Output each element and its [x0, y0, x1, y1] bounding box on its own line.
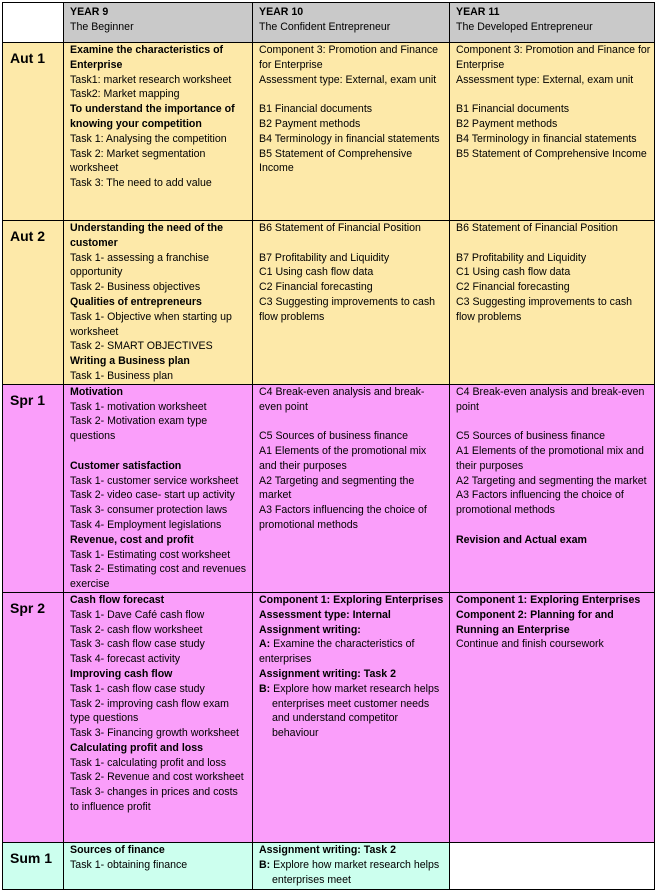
year10-name: The Confident Entrepreneur [259, 20, 391, 33]
cell-line: C5 Sources of business finance [456, 430, 605, 443]
cell-line: Task 2- Revenue and cost worksheet [70, 771, 244, 784]
header-year9 [64, 3, 253, 43]
term-label-aut2: Aut 2 [3, 221, 64, 385]
cell-line: C3 Suggesting improvements to cash flow problems [456, 295, 633, 323]
cell-line: B7 Profitability and Liquidity [259, 251, 390, 264]
cell-line [456, 87, 651, 102]
cell-line: Assessment type: External, exam unit [456, 73, 634, 86]
cell-line: Task 2- improving cash flow exam type questions [70, 697, 229, 725]
header-row [3, 3, 655, 43]
cell-line: B5 Statement of Comprehensive Income [456, 147, 647, 160]
cell-line: Task 2- cash flow worksheet [70, 623, 203, 636]
header-corner [3, 3, 64, 43]
cell-line: Task 1- calculating profit and loss [70, 756, 227, 769]
cell-line: Task 1- motivation worksheet [70, 400, 207, 413]
line-text: Examine the characteristics of enterprises [259, 638, 415, 666]
cell-line: C5 Sources of business finance [259, 430, 408, 443]
cell-line: Motivation [70, 385, 123, 398]
cell-line: Qualities of entrepreneurs [70, 295, 202, 308]
cell-line: Component 3: Promotion and Finance for Enterprise [456, 44, 651, 71]
row-sum1 [3, 842, 655, 889]
cell-line: Assignment writing: Task 2 [259, 843, 396, 856]
line-prefix: B: [259, 682, 271, 695]
year11-label: YEAR 11 [456, 6, 500, 18]
cell-line: Component 1: Exploring Enterprises [456, 593, 641, 606]
cell-aut1-year10 [253, 43, 450, 221]
cell-line: Task 2- Motivation exam type questions [70, 415, 208, 443]
cell-line: Task2: Market mapping [70, 88, 180, 101]
year10-label: YEAR 10 [259, 6, 304, 18]
cell-line: Sources of finance [70, 843, 165, 856]
cell-line: Revision and Actual exam [456, 533, 587, 546]
curriculum-table [2, 2, 655, 890]
cell-sum1-year10 [253, 842, 450, 889]
cell-line: Component 2: Planning for and Running an Enterprise [456, 608, 614, 636]
cell-line [259, 858, 446, 888]
cell-line: B1 Financial documents [259, 103, 373, 116]
cell-line: Task 3- cash flow case study [70, 638, 205, 651]
cell-line: Task 1- Dave Café cash flow [70, 608, 205, 621]
term-label-spr1: Spr 1 [3, 384, 64, 592]
row-spr2 [3, 592, 655, 842]
cell-line: A2 Targeting and segmenting the market [259, 474, 415, 502]
cell-line: Task 2- video case- start up activity [70, 489, 235, 502]
line-text: Explore how market research helps enterprises meet customer needs and understand competitor behaviour [270, 682, 440, 740]
cell-line: Assignment writing: Task 2 [259, 667, 396, 680]
cell-line: Revenue, cost and profit [70, 533, 194, 546]
year9-name: The Beginner [70, 20, 134, 33]
cell-line: Task 1: Analysing the competition [70, 132, 227, 145]
cell-line: A1 Elements of the promotional mix and their purposes [259, 444, 427, 472]
cell-line [259, 87, 446, 102]
cell-aut2-year9 [64, 221, 253, 385]
cell-line: Assignment writing: [259, 623, 361, 636]
year9-label: YEAR 9 [70, 6, 109, 18]
cell-line: Writing a Business plan [70, 355, 190, 368]
cell-spr2-year10 [253, 592, 450, 842]
cell-line: Task 2- Business objectives [70, 281, 201, 294]
cell-line: B5 Statement of Comprehensive Income [259, 147, 413, 175]
line-prefix: B: [259, 858, 271, 871]
cell-spr1-year11 [450, 384, 655, 592]
cell-line: Task 1- obtaining finance [70, 858, 188, 871]
cell-line: To understand the importance of knowing your competition [70, 103, 235, 130]
cell-line: Continue and finish coursework [456, 638, 604, 651]
cell-line: Customer satisfaction [70, 459, 182, 472]
cell-line: C3 Suggesting improvements to cash flow problems [259, 295, 436, 323]
cell-line: C1 Using cash flow data [259, 266, 374, 279]
line-text: Explore how market research helps enterprises meet [270, 858, 440, 886]
cell-line: Calculating profit and loss [70, 741, 204, 754]
cell-line: Component 3: Promotion and Finance for Enterprise [259, 44, 439, 71]
cell-line [259, 637, 446, 667]
cell-line: Task 2- SMART OBJECTIVES [70, 340, 213, 353]
cell-line: Task1: market research worksheet [70, 73, 232, 86]
cell-line [456, 236, 651, 251]
cell-sum1-year11 [450, 842, 655, 889]
cell-line: B4 Terminology in financial statements [456, 132, 637, 145]
cell-line: Task 1- customer service worksheet [70, 474, 239, 487]
cell-line [456, 518, 651, 533]
row-spr1 [3, 384, 655, 592]
cell-line: Task 1- Estimating cost worksheet [70, 548, 231, 561]
cell-sum1-year9 [64, 842, 253, 889]
cell-line: Task 2- Estimating cost and revenues exercise [70, 563, 247, 591]
cell-line: Task 2: Market segmentation worksheet [70, 147, 206, 175]
cell-line: C4 Break-even analysis and break-even point [456, 385, 645, 413]
cell-line: Cash flow forecast [70, 593, 165, 606]
cell-line: Task 1- Objective when starting up worksheet [70, 310, 232, 338]
cell-line: A3 Factors influencing the choice of promotional methods [259, 504, 427, 531]
cell-line: Task 1- assessing a franchise opportunity [70, 251, 209, 279]
cell-aut2-year11 [450, 221, 655, 385]
cell-line: A2 Targeting and segmenting the market [456, 474, 647, 487]
header-year10 [253, 3, 450, 43]
cell-line: A3 Factors influencing the choice of promotional methods [456, 489, 624, 517]
cell-line: B7 Profitability and Liquidity [456, 251, 587, 264]
cell-line: B4 Terminology in financial statements [259, 132, 440, 145]
cell-line: Assessment type: External, exam unit [259, 73, 437, 86]
cell-line: Task 1- cash flow case study [70, 682, 205, 695]
cell-line: Task 3: The need to add value [70, 177, 212, 190]
cell-line: B2 Payment methods [259, 117, 361, 130]
cell-line: Understanding the need of the customer [70, 222, 224, 249]
cell-line [259, 236, 446, 251]
cell-line: B6 Statement of Financial Position [259, 222, 421, 234]
cell-line: C4 Break-even analysis and break-even point [259, 385, 425, 413]
cell-spr2-year9 [64, 592, 253, 842]
cell-line: A1 Elements of the promotional mix and their purposes [456, 444, 644, 472]
cell-line: Task 1- Business plan [70, 369, 174, 382]
cell-aut1-year11 [450, 43, 655, 221]
term-label-aut1: Aut 1 [3, 43, 64, 221]
term-label-sum1: Sum 1 [3, 842, 64, 889]
cell-line [259, 414, 446, 429]
cell-aut1-year9 [64, 43, 253, 221]
year11-name: The Developed Entrepreneur [456, 20, 593, 33]
cell-line [70, 444, 249, 459]
cell-spr1-year9 [64, 384, 253, 592]
cell-line: B1 Financial documents [456, 103, 570, 116]
cell-line: B6 Statement of Financial Position [456, 222, 618, 234]
cell-line: Task 4- forecast activity [70, 653, 181, 666]
cell-line: Task 4- Employment legislations [70, 518, 222, 531]
header-year11 [450, 3, 655, 43]
line-prefix: A: [259, 638, 271, 651]
cell-line: Task 3- Financing growth worksheet [70, 727, 239, 740]
cell-line: Improving cash flow [70, 667, 173, 680]
term-label-spr2: Spr 2 [3, 592, 64, 842]
cell-line: C2 Financial forecasting [259, 281, 373, 294]
cell-aut2-year10 [253, 221, 450, 385]
cell-spr2-year11 [450, 592, 655, 842]
cell-line: C2 Financial forecasting [456, 281, 570, 294]
cell-line: Examine the characteristics of Enterprise [70, 44, 224, 71]
cell-line [456, 414, 651, 429]
cell-line: Task 3- changes in prices and costs to influence profit [70, 786, 238, 814]
cell-line: C1 Using cash flow data [456, 266, 571, 279]
row-aut1 [3, 43, 655, 221]
cell-line: Component 1: Exploring Enterprises [259, 593, 444, 606]
cell-line: Task 3- consumer protection laws [70, 504, 228, 517]
cell-line: Assessment type: Internal [259, 608, 391, 621]
cell-line: B2 Payment methods [456, 117, 558, 130]
cell-line [259, 682, 446, 741]
row-aut2 [3, 221, 655, 385]
cell-spr1-year10 [253, 384, 450, 592]
